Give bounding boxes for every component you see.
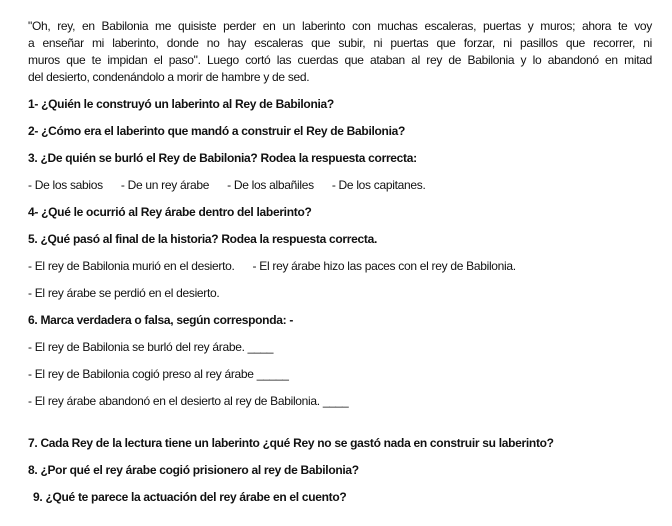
question-3: 3. ¿De quién se burló el Rey de Babilonia? Rodea la respuesta correcta: bbox=[28, 151, 417, 165]
question-5-options bbox=[28, 259, 652, 273]
question-4: 4- ¿Qué le ocurrió al Rey árabe dentro del laberinto? bbox=[28, 205, 312, 219]
option[interactable]: - De un rey árabe bbox=[120, 178, 210, 192]
passage-line: muros que te impidan el paso". Luego cortó las cuerdas que ataban al rey de Babilonia y lo abandonó en mitad bbox=[28, 53, 652, 67]
question-9: 9. ¿Qué te parece la actuación del rey árabe en el cuento? bbox=[33, 490, 347, 504]
option[interactable]: - El rey árabe se perdió en el desierto. bbox=[28, 286, 220, 300]
passage bbox=[28, 19, 652, 84]
passage-line: del desierto, condenándolo a morir de hambre y de sed. bbox=[28, 70, 310, 84]
true-false-item: - El rey árabe abandonó en el desierto al rey de Babilonia. ____ bbox=[28, 394, 349, 408]
question-2: 2- ¿Cómo era el laberinto que mandó a construir el Rey de Babilonia? bbox=[28, 124, 406, 138]
question-1: 1- ¿Quién le construyó un laberinto al Rey de Babilonia? bbox=[28, 97, 334, 111]
option[interactable]: - El rey de Babilonia murió en el desierto. bbox=[28, 259, 235, 273]
question-8: 8. ¿Por qué el rey árabe cogió prisionero al rey de Babilonia? bbox=[28, 463, 359, 477]
question-5: 5. ¿Qué pasó al final de la historia? Rodea la respuesta correcta. bbox=[28, 232, 377, 246]
passage-line: "Oh, rey, en Babilonia me quisiste perder en un laberinto con muchas escaleras, puertas y muros; ahora te voy bbox=[28, 19, 652, 33]
true-false-item: - El rey de Babilonia se burló del rey árabe. ____ bbox=[28, 340, 274, 354]
option[interactable]: - De los albañiles bbox=[227, 178, 314, 192]
question-7: 7. Cada Rey de la lectura tiene un laberinto ¿qué Rey no se gastó nada en construir su laberinto? bbox=[28, 436, 554, 450]
question-6: 6. Marca verdadera o falsa, según corresponda: - bbox=[28, 313, 294, 327]
option[interactable]: - De los sabios bbox=[28, 178, 103, 192]
option[interactable]: - De los capitanes. bbox=[331, 178, 426, 192]
passage-line: a enseñar mi laberinto, donde no hay escaleras que subir, ni puertas que forzar, ni pasillos que recorrer, ni bbox=[28, 36, 652, 50]
question-3-options bbox=[28, 178, 652, 192]
option[interactable]: - El rey árabe hizo las paces con el rey de Babilonia. bbox=[252, 259, 516, 273]
true-false-item: - El rey de Babilonia cogió preso al rey árabe _____ bbox=[28, 367, 289, 381]
